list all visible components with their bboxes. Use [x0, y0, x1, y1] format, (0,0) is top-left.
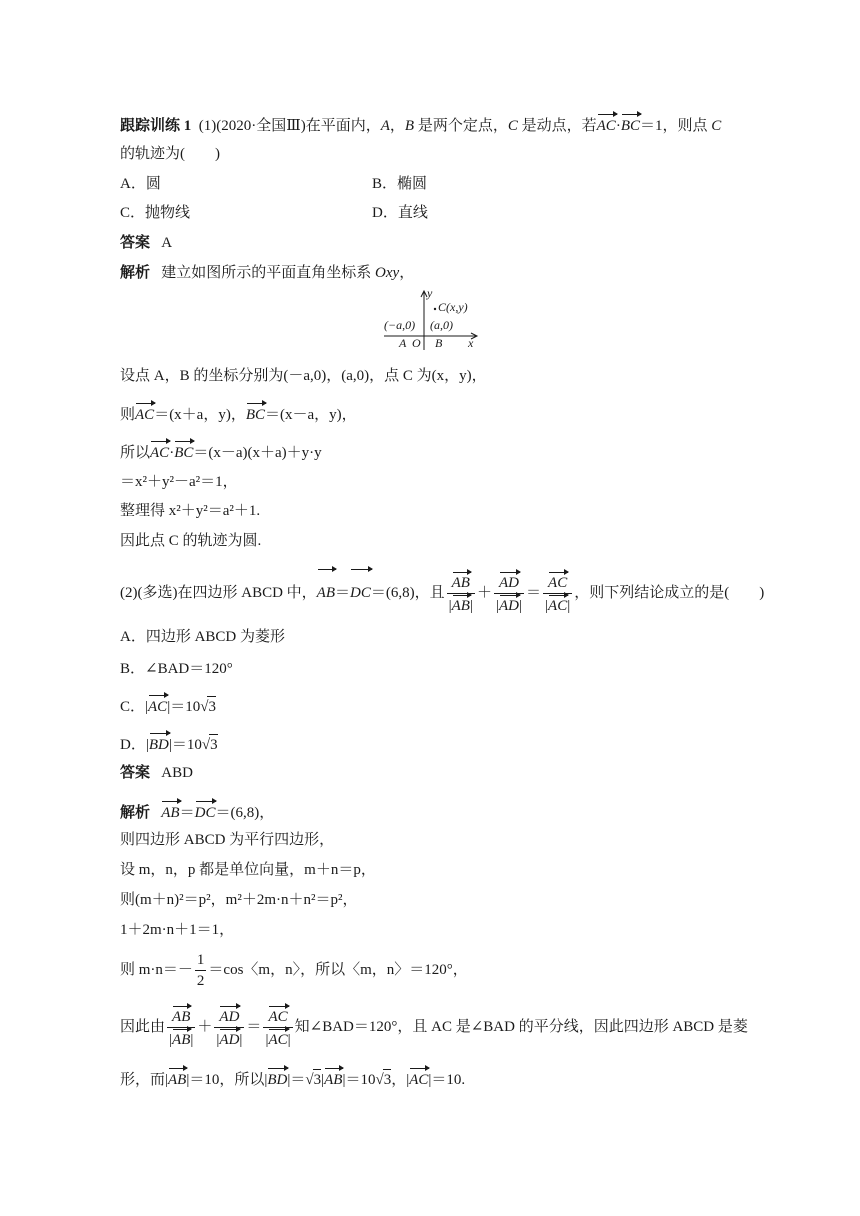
- fraction-ab: $\frac{AB}{|AB|}$: [167, 1006, 195, 1049]
- p2-analysis-line6: [120, 950, 468, 990]
- vector-bd: BD: [267, 1068, 287, 1090]
- sqrt-3: 3: [209, 734, 218, 755]
- vector-ad: AD: [499, 572, 519, 592]
- vector-dc: DC: [350, 569, 371, 615]
- analysis-text: 则 m·n＝－: [120, 962, 193, 978]
- solution-text: ·: [169, 445, 175, 461]
- vector-ad: AD: [219, 1006, 239, 1026]
- stem-text: 是动点，若: [517, 118, 597, 134]
- answer-label: 答案: [120, 765, 151, 781]
- fraction-ad: $\frac{AD}{|AD|}$: [494, 572, 524, 615]
- option-text: |＝10: [167, 699, 201, 715]
- vector-ab: AB: [452, 595, 470, 615]
- vector-ab: AB: [317, 569, 335, 615]
- vector-bc: BC: [246, 403, 265, 425]
- fraction-ac: $\frac{AC}{|AC|}$: [543, 572, 572, 615]
- p2-analysis-line1: 解析 AB＝DC＝(6,8)，: [120, 801, 274, 823]
- stem-text: ，则下列结论成立的是( ): [574, 585, 765, 601]
- problem-source: (1)(2020·全国Ⅲ): [198, 118, 306, 134]
- vector-ac: AC: [150, 441, 169, 463]
- p2-analysis-line8: 形，而|AB|＝10，所以|BD|＝√3|AB|＝10√3，|AC|＝10.: [120, 1068, 465, 1090]
- sqrt-3: 3: [313, 1069, 322, 1090]
- answer-value: ABD: [161, 765, 193, 781]
- stem-text: ·: [615, 118, 621, 134]
- solution-text: 则: [120, 407, 136, 423]
- vector-bd: BD: [149, 733, 169, 755]
- fraction-ac: $\frac{AC}{|AC|}$: [263, 1006, 292, 1049]
- vector-ac: AC: [548, 595, 567, 615]
- origin-label: O: [412, 336, 421, 350]
- analysis-text: 形，而|: [120, 1072, 169, 1088]
- option-text: D．|: [120, 737, 149, 753]
- solution-line6: 因此点 C 的轨迹为圆.: [120, 533, 262, 549]
- analysis-label: 解析: [120, 805, 151, 821]
- option-a: A．圆: [120, 176, 161, 192]
- sqrt-3: 3: [207, 696, 216, 717]
- fraction-num: 1: [195, 951, 207, 971]
- analysis-text: |＝: [287, 1072, 306, 1088]
- analysis-text: ＝cos〈m，n〉，所以〈m，n〉＝120°，: [208, 962, 468, 978]
- p2-analysis-line4: 则(m＋n)²＝p²，m²＋2m·n＋n²＝p²，: [120, 892, 358, 908]
- analysis-text: ，: [399, 265, 415, 281]
- stem-text: ＝1，则点: [639, 118, 712, 134]
- p2-option-a: A．四边形 ABCD 为菱形: [120, 629, 286, 645]
- x-axis-label: x: [468, 336, 474, 350]
- problem1-stem-line1: [120, 114, 721, 136]
- stem-var: B: [404, 118, 415, 134]
- p2-analysis-line3: 设 m，n，p 都是单位向量，m＋n＝p，: [120, 862, 376, 878]
- option-c: C．抛物线: [120, 205, 191, 221]
- fraction-half: [195, 951, 207, 990]
- fraction-den: 2: [196, 973, 205, 990]
- analysis-line1: [120, 263, 414, 283]
- vector-ac: AC: [409, 1068, 428, 1090]
- solution-line1: 设点 A，B 的坐标分别为(－a,0)，(a,0)，点 C 为(x，y)，: [120, 368, 487, 384]
- solution-text: 所以: [120, 445, 151, 461]
- fraction-ad: $\frac{AD}{|AD|}$: [214, 1006, 244, 1049]
- solution-line2: [120, 403, 357, 425]
- vector-ad: AD: [499, 595, 519, 615]
- option-d: D．直线: [372, 205, 428, 221]
- p2-option-c: C．|AC|＝10√3: [120, 695, 216, 717]
- y-axis-label: y: [427, 286, 433, 300]
- stem-var: A: [380, 118, 390, 134]
- stem-text: 是两个定点，: [414, 118, 508, 134]
- option-text: C．|: [120, 699, 149, 715]
- vector-bc: BC: [621, 114, 640, 136]
- vector-ac: AC: [148, 695, 167, 717]
- vector-ab: AB: [168, 1068, 186, 1090]
- vector-ab: AB: [172, 1029, 190, 1049]
- vector-ac: AC: [268, 1006, 287, 1026]
- p2-answer-line: [120, 763, 193, 783]
- solution-text: ＝(x－a，y)，: [265, 407, 357, 423]
- point-a-coord: (−a,0): [384, 318, 416, 332]
- p2-analysis-line7: 因此由 $\frac{AB}{|AB|}$ ＋ $\frac{AD}{|AD|}$ ＝ $\frac{AC}{|AC|}$ 知∠BAD＝120°，且 AC 是∠BAD 的平分线，因此四边形 ABCD 是菱: [120, 1005, 748, 1049]
- analysis-text: 建立如图所示的平面直角坐标系: [161, 265, 376, 281]
- solution-text: ＝(x＋a，y)，: [154, 407, 246, 423]
- exercise-label: 跟踪训练 1: [120, 118, 192, 134]
- analysis-text: 知∠BAD＝120°，且 AC 是∠BAD 的平分线，因此四边形 ABCD 是菱: [294, 1019, 748, 1035]
- analysis-text: ，|: [391, 1072, 410, 1088]
- analysis-text: |＝10，所以|: [186, 1072, 268, 1088]
- point-c-dot: [434, 308, 436, 310]
- stem-var: C: [711, 118, 722, 134]
- stem-text: ，: [389, 118, 405, 134]
- vector-ac: AC: [135, 403, 154, 425]
- vector-ac: AC: [548, 572, 567, 592]
- vector-ab: AB: [324, 1068, 342, 1090]
- analysis-label: 解析: [120, 265, 151, 281]
- vector-ab: AB: [172, 1006, 190, 1026]
- vector-dc: DC: [195, 801, 216, 823]
- stem-text: (2)(多选)在四边形 ABCD 中，: [120, 585, 317, 601]
- solution-text: ＝(x－a)(x＋a)＋y·y: [193, 445, 322, 461]
- answer-value: A: [161, 235, 173, 251]
- vector-ac: AC: [268, 1029, 287, 1049]
- answer-label: 答案: [120, 235, 151, 251]
- coordinate-diagram: [382, 288, 482, 352]
- analysis-text: ＝(6,8)，: [215, 805, 275, 821]
- point-b-label: B: [435, 336, 443, 350]
- fraction-ab: $\frac{AB}{|AB|}$: [447, 572, 475, 615]
- vector-ab: AB: [161, 801, 179, 823]
- problem1-stem-line2: 的轨迹为( ): [120, 146, 220, 162]
- stem-text: 在平面内，: [305, 118, 381, 134]
- vector-bc: BC: [174, 441, 193, 463]
- analysis-text: |: [321, 1072, 325, 1088]
- analysis-text: |＝10: [342, 1072, 376, 1088]
- solution-line5: 整理得 x²＋y²＝a²＋1.: [120, 503, 261, 519]
- answer-line: [120, 233, 172, 253]
- vector-ad: AD: [219, 1029, 239, 1049]
- point-a-label: A: [399, 336, 407, 350]
- stem-text: ＝(6,8)，且: [370, 585, 445, 601]
- stem-var: C: [507, 118, 518, 134]
- option-b: B．椭圆: [372, 176, 428, 192]
- vector-ab: AB: [452, 572, 470, 592]
- analysis-text: |＝10.: [428, 1072, 466, 1088]
- solution-line4: ＝x²＋y²－a²＝1，: [120, 474, 238, 490]
- p2-analysis-line5: 1＋2m·n＋1＝1，: [120, 922, 235, 938]
- point-b-coord: (a,0): [430, 318, 453, 332]
- point-c-label: C(x,y): [438, 300, 468, 314]
- vector-ac: AC: [597, 114, 616, 136]
- p2-option-d: D．|BD|＝10√3: [120, 733, 218, 755]
- analysis-text: 因此由: [120, 1019, 166, 1035]
- analysis-var: Oxy: [375, 265, 400, 281]
- problem2-stem: (2)(多选)在四边形 ABCD 中，AB＝DC＝(6,8)，且 $\frac{AB}{|AB|}$ ＋ $\frac{AD}{|AD|}$ ＝ $\frac{AC}{|AC|}$ ，则下列结论成立的是( ): [120, 569, 764, 615]
- sqrt-3: 3: [383, 1069, 392, 1090]
- solution-line3: [120, 441, 322, 463]
- p2-analysis-line2: 则四边形 ABCD 为平行四边形，: [120, 832, 335, 848]
- p2-option-b: B．∠BAD＝120°: [120, 661, 233, 677]
- option-text: |＝10: [168, 737, 202, 753]
